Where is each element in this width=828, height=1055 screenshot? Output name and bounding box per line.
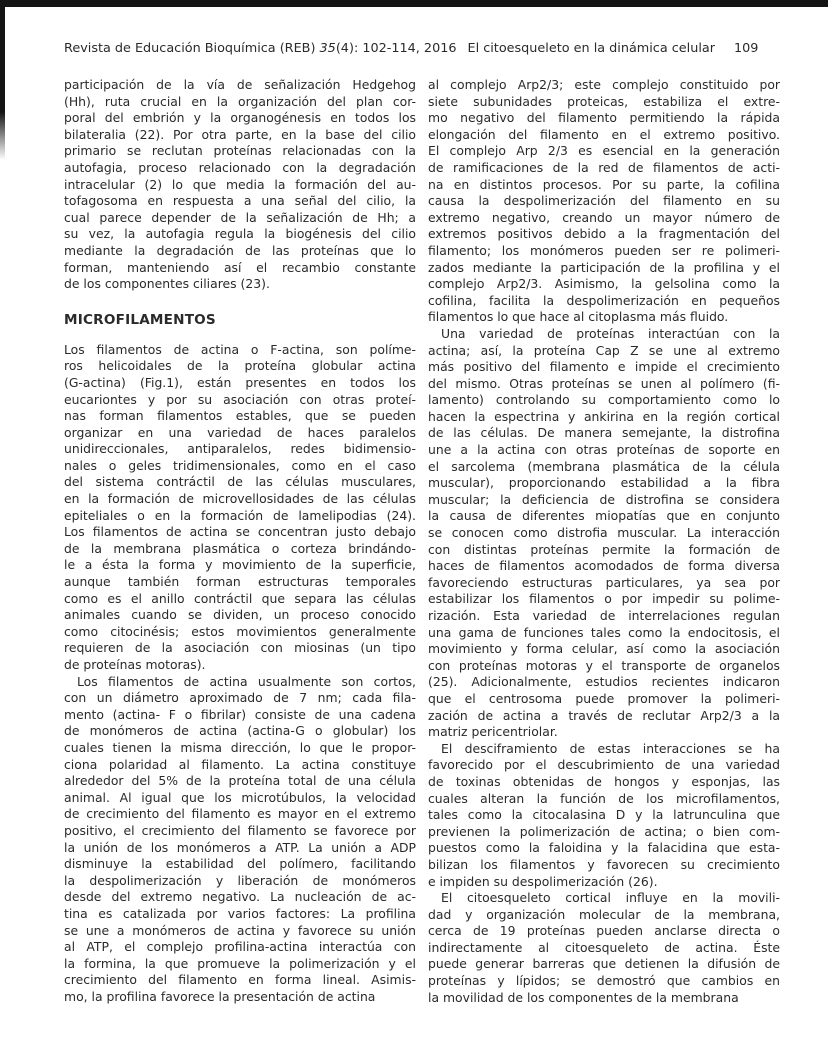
paragraph-cilia-continuation: [64, 77, 416, 293]
text-line: organizar en una variedad de haces paralelos: [64, 424, 416, 440]
journal-issue-pages: (4): 102-114, 2016: [335, 41, 457, 56]
text-line: aunque también forman estructuras temporales: [64, 574, 416, 590]
paragraph-toxins: [428, 741, 780, 890]
text-line: matriz pericentriolar.: [428, 724, 558, 740]
text-line: la formina, la que promueve la polimerización y el: [64, 955, 416, 971]
text-line: puede generar barreras que detienen la difusión de: [428, 956, 780, 972]
text-line: El citoesqueleto cortical influye en la movili-: [441, 890, 780, 906]
text-line: (G-actina) (Fig.1), están presentes en todos los: [64, 374, 416, 390]
text-line: tales como la citocalasina D y la latrunculina que: [428, 807, 780, 823]
text-line: cerca de 19 proteínas pueden anclarse directa o: [428, 923, 780, 939]
text-line: tofagosoma en respuesta a una señal del cilio, la: [64, 193, 416, 209]
text-line: autofagia, proceso relacionado con la degradación: [64, 159, 416, 175]
text-line: muscular; la deficiencia de distrofina se considera: [428, 491, 780, 507]
text-line: nas forman filamentos estables, que se pueden: [64, 408, 416, 424]
text-line: la movilidad de los componentes de la membrana: [428, 989, 739, 1005]
text-line: le a ésta la forma y movimiento de la superficie,: [64, 557, 416, 573]
text-line: cofilina, facilita la despolimerización en pequeños: [428, 292, 780, 308]
text-line: puestos como la faloidina y la falacidina que esta-: [428, 840, 780, 856]
text-line: indirectamente al citoesqueleto de actina. Éste: [428, 939, 780, 955]
paragraph-cortical-cytoskeleton: [428, 890, 780, 1006]
text-line: del mismo. Otras proteínas se unen al polímero (fi-: [428, 375, 780, 391]
text-line: causa la despolimerización del filamento en su: [428, 193, 780, 209]
journal-reference: [64, 41, 457, 56]
text-line: de crecimiento del filamento es mayor en el extremo: [64, 806, 416, 822]
text-line: nales o geles tridimensionales, como en el caso: [64, 457, 416, 473]
text-line: la causa de diferentes miopatías que en conjunto: [428, 508, 780, 524]
text-line: su vez, la autofagia regula la biogénesis del cilio: [64, 226, 416, 242]
text-line: de proteínas motoras).: [64, 657, 206, 672]
text-line: cual parece depender de la señalización de Hh; a: [64, 209, 416, 225]
text-line: previenen la polimerización de actina; o bien com-: [428, 823, 780, 839]
text-line: movimiento y forma celular, así como la asociación: [428, 641, 780, 657]
text-line: bilateralia (22). Por otra parte, en la base del cilio: [64, 126, 416, 142]
text-line: Los filamentos de actina o F-actina, son políme-: [64, 341, 416, 357]
text-line: de ramificaciones de la red de filamentos de acti-: [428, 159, 780, 175]
scan-artifact-left-edge: [0, 0, 5, 160]
text-line: dad y organización molecular de la membrana,: [428, 906, 780, 922]
text-line: rización. Esta variedad de interrelaciones regulan: [428, 608, 780, 623]
text-line: mo, la profilina favorece la presentación de actina: [64, 988, 376, 1004]
text-line: alrededor del 5% de la proteína total de una célula: [64, 773, 416, 789]
text-line: cuales tienen la misma dirección, lo que le propor-: [64, 739, 416, 755]
page-number: 109: [733, 41, 759, 56]
text-line: del sistema contráctil de las células musculares,: [64, 474, 416, 490]
text-line: siete subunidades proteicas, estabiliza el extre-: [428, 93, 780, 109]
text-line: en la formación de microvellosidades de las células: [64, 491, 416, 507]
text-line: como es el anillo contráctil que separa las células: [64, 590, 416, 606]
text-line: de monómeros de actina (actina-G o globular) los: [64, 723, 416, 739]
text-line: favorecido por el descubrimiento de una variedad: [428, 757, 780, 773]
paragraph-actin-filaments: [64, 342, 416, 674]
text-line: Una variedad de proteínas interactúan con la: [441, 325, 780, 341]
text-line: une a la actina con otras proteínas de soporte en: [428, 442, 780, 458]
text-line: El desciframiento de estas interacciones se ha: [441, 740, 780, 756]
journal-name: Revista de Educación Bioquímica (REB): [64, 41, 320, 56]
text-line: bilizan los filamentos y favorecen su crecimiento: [428, 856, 780, 872]
text-line: eucariontes y por su asociación con otras proteí-: [64, 391, 416, 407]
text-line: Los filamentos de actina usualmente son cortos,: [77, 673, 416, 689]
text-line: mento (actina- F o fibrilar) consiste de una cadena: [64, 706, 416, 722]
paragraph-actin-binding-proteins: [428, 326, 780, 741]
text-line: haces de filamentos acomodados de forma diversa: [428, 558, 780, 574]
text-line: poral del embrión y la organogénesis en todos los: [64, 110, 416, 126]
text-line: lamento) controlando su comportamiento como lo: [428, 392, 780, 408]
text-line: animal. Al igual que los microtúbulos, la velocidad: [64, 789, 416, 805]
text-line: crecimiento del filamento en forma lineal. Asimis-: [64, 972, 416, 988]
text-line: de toxinas obtenidas de hongos y esponjas, las: [428, 773, 780, 789]
text-line: desde del extremo negativo. La nucleación de ac-: [64, 889, 416, 905]
text-line: como citocinésis; estos movimientos generalmente: [64, 623, 416, 639]
text-line: al complejo Arp2/3; este complejo constituido por: [428, 77, 780, 92]
text-line: tina es catalizada por varios factores: La profilina: [64, 905, 416, 921]
text-line: positivo, el crecimiento del filamento se favorece por: [64, 822, 416, 838]
text-line: epiteliales o en la formación de lamelipodias (24).: [64, 507, 416, 523]
text-line: El complejo Arp 2/3 es esencial en la generación: [428, 143, 780, 159]
running-title: El citoesqueleto en la dinámica celular: [467, 41, 715, 56]
text-line: disminuye la estabilidad del polímero, facilitando: [64, 856, 416, 872]
text-line: que el centrosoma puede promover la polimeri-: [428, 690, 780, 706]
text-line: filamento; los monómeros pueden ser re polimeri-: [428, 242, 780, 258]
text-line: se conocen como distrofia muscular. La interacción: [428, 525, 780, 541]
text-line: mediante la degradación de las proteínas que lo: [64, 242, 416, 258]
text-line: (25). Adicionalmente, estudios recientes indicaron: [428, 674, 780, 690]
page-header: [64, 41, 784, 57]
text-line: la unión de los monómeros a ATP. La unión a ADP: [64, 839, 416, 855]
text-line: intracelular (2) lo que media la formación del au-: [64, 176, 416, 192]
text-line: zación de actina a través de reclutar Arp2/3 a la: [428, 707, 780, 723]
text-line: requieren de la asociación con miosinas (un tipo: [64, 640, 416, 656]
text-line: una gama de funciones tales como la endocitosis, el: [428, 624, 780, 640]
text-line: muscular), proporcionando estabilidad a la fibra: [428, 475, 780, 491]
text-line: participación de la vía de señalización Hedgehog: [64, 77, 416, 92]
paragraph-actin-polymerization: [64, 674, 416, 1006]
section-heading-microfilamentos: MICROFILAMENTOS: [64, 311, 216, 328]
paragraph-arp23-complex: [428, 77, 780, 326]
text-line: cuales alteran la función de los microfilamentos,: [428, 790, 780, 806]
left-column: [64, 77, 416, 1006]
text-line: de la membrana plasmática o corteza brindándo-: [64, 540, 416, 556]
text-line: mo negativo del filamento permitiendo la rápida: [428, 110, 780, 126]
text-line: (Hh), ruta crucial en la organización del plan cor-: [64, 93, 416, 109]
text-line: proteínas y lípidos; se demostró que cambios en: [428, 973, 780, 989]
text-line: na en distintos procesos. Por su parte, la cofilina: [428, 176, 780, 192]
text-line: actina; así, la proteína Cap Z se une al extremo: [428, 342, 780, 358]
text-line: ros helicoidales de la proteína globular actina: [64, 358, 416, 374]
text-line: animales cuando se dividen, un proceso conocido: [64, 607, 416, 623]
text-line: zados mediante la participación de la profilina y el: [428, 259, 780, 275]
two-column-body: [64, 77, 780, 1006]
text-line: el sarcolema (membrana plasmática de la célula: [428, 458, 780, 474]
text-line: al ATP, el complejo profilina-actina interactúa con: [64, 939, 416, 955]
text-line: con distintas proteínas permite la formación de: [428, 541, 780, 557]
text-line: ciona polaridad al filamento. La actina constituye: [64, 756, 416, 772]
text-line: e impiden su despolimerización (26).: [428, 873, 658, 889]
text-line: con un diámetro aproximado de 7 nm; cada fila-: [64, 690, 416, 706]
text-line: extremos positivos debido a la fragmentación del: [428, 226, 780, 242]
text-line: forman, manteniendo así el recambio constante: [64, 259, 416, 275]
journal-volume: 35: [319, 41, 336, 56]
text-line: de las células. De manera semejante, la distrofina: [428, 425, 780, 441]
text-line: hacen la espectrina y ankirina en la región cortical: [428, 408, 780, 424]
text-line: favoreciendo estructuras particulares, ya sea por: [428, 574, 780, 590]
text-line: se une a monómeros de actina y favorece su unión: [64, 922, 416, 938]
text-line: con proteínas motoras y el transporte de organelos: [428, 657, 780, 673]
scan-artifact-top-edge: [0, 0, 828, 7]
text-line: más positivo del filamento e impide el crecimiento: [428, 359, 780, 375]
text-line: de los componentes ciliares (23).: [64, 276, 270, 292]
text-line: extremo negativo, creando un mayor número de: [428, 209, 780, 225]
text-line: complejo Arp2/3. Asimismo, la gelsolina como la: [428, 276, 780, 292]
text-line: la despolimerización y liberación de monómeros: [64, 872, 416, 888]
text-line: Los filamentos de actina se concentran justo debajo: [64, 524, 416, 540]
right-column: [428, 77, 780, 1006]
text-line: estabilizar los filamentos o por impedir su polime-: [428, 591, 780, 607]
text-line: elongación del filamento en el extremo positivo.: [428, 126, 780, 142]
text-line: filamentos lo que hace al citoplasma más fluido.: [428, 309, 729, 325]
text-line: unidireccionales, antiparalelos, redes bidimensio-: [64, 441, 416, 457]
text-line: primario se reclutan proteínas relacionadas con la: [64, 143, 416, 159]
